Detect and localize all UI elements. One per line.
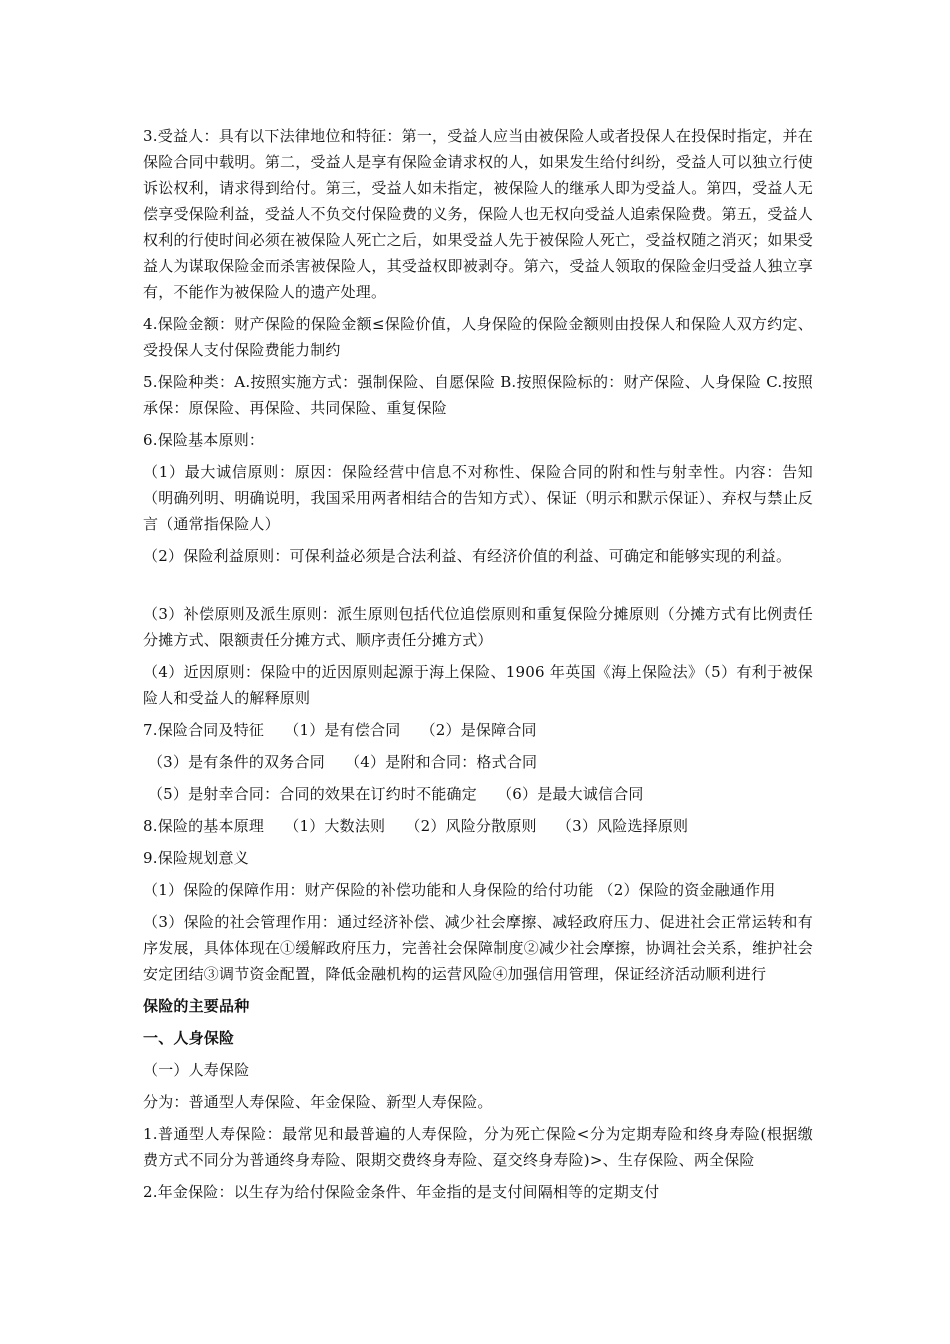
heading-main-products: 保险的主要品种 (143, 997, 250, 1015)
paragraph-utmost-good-faith: （1）最大诚信原则：原因：保险经营中信息不对称性、保险合同的附和性与射幸性。内容：告知（明确列明、明确说明，我国采用两者相结合的告知方式）、保证（明示和默示保证）、弃权与禁止反言（通常指保险人） (143, 463, 813, 533)
paragraph-planning-significance: 9.保险规划意义 (143, 849, 249, 867)
document-page (143, 123, 813, 1205)
paragraph-contract-features-1: 7.保险合同及特征 （1）是有偿合同 （2）是保障合同 (143, 721, 537, 739)
paragraph-sum-insured: 4.保险金额：财产保险的保险金额≤保险价值，人身保险的保险金额则由投保人和保险人双方约定、受投保人支付保险费能力制约 (143, 315, 813, 359)
paragraph-contract-features-3: （5）是射幸合同：合同的效果在订约时不能确定 （6）是最大诚信合同 (143, 785, 644, 803)
paragraph-basic-theory: 8.保险的基本原理 （1）大数法则 （2）风险分散原则 （3）风险选择原则 (143, 817, 689, 835)
paragraph-annuity: 2.年金保险：以生存为给付保险金条件、年金指的是支付间隔相等的定期支付 (143, 1183, 660, 1201)
paragraph-social-management-role: （3）保险的社会管理作用：通过经济补偿、减少社会摩擦、减轻政府压力、促进社会正常运转和有序发展，具体体现在①缓解政府压力，完善社会保障制度②减少社会摩擦，协调社会关系，维护社会安定团结③调节资金配置，降低金融机构的运营风险④加强信用管理，保证经济活动顺利进行 (143, 913, 813, 983)
paragraph-life-categories: 分为：普通型人寿保险、年金保险、新型人寿保险。 (143, 1093, 493, 1111)
heading-life-insurance: （一）人寿保险 (143, 1061, 250, 1079)
paragraph-protection-role: （1）保险的保障作用：财产保险的补偿功能和人身保险的给付功能 （2）保险的资金融通作用 (143, 881, 776, 899)
paragraph-insurable-interest: （2）保险利益原则：可保利益必须是合法利益、有经济价值的利益、可确定和能够实现的利益。 (143, 547, 792, 565)
heading-personal-insurance: 一、人身保险 (143, 1029, 235, 1047)
paragraph-beneficiary: 3.受益人：具有以下法律地位和特征：第一，受益人应当由被保险人或者投保人在投保时指定，并在保险合同中载明。第二，受益人是享有保险金请求权的人，如果发生给付纠纷，受益人可以独立行使诉讼权利，请求得到给付。第三，受益人如未指定，被保险人的继承人即为受益人。第四，受益人无偿享受保险利益，受益人不负交付保险费的义务，保险人也无权向受益人追索保险费。第五，受益人权利的行使时间必须在被保险人死亡之后，如果受益人先于被保险人死亡，受益权随之消灭；如果受益人为谋取保险金而杀害被保险人，其受益权即被剥夺。第六，受益人领取的保险金归受益人独立享有，不能作为被保险人的遗产处理。 (143, 127, 813, 301)
paragraph-indemnity: （3）补偿原则及派生原则：派生原则包括代位追偿原则和重复保险分摊原则（分摊方式有比例责任分摊方式、限额责任分摊方式、顺序责任分摊方式） (143, 605, 813, 649)
paragraph-ordinary-life: 1.普通型人寿保险：最常见和最普遍的人寿保险，分为死亡保险<分为定期寿险和终身寿险(根据缴费方式不同分为普通终身寿险、限期交费终身寿险、趸交终身寿险)>、生存保险、两全保险 (143, 1125, 813, 1169)
paragraph-basic-principles: 6.保险基本原则： (143, 431, 265, 449)
paragraph-proximate-cause: （4）近因原则：保险中的近因原则起源于海上保险、1906 年英国《海上保险法》（5）有利于被保险人和受益人的解释原则 (143, 663, 813, 707)
paragraph-insurance-types: 5.保险种类：A.按照实施方式：强制保险、自愿保险 B.按照保险标的：财产保险、人身保险 C.按照承保：原保险、再保险、共同保险、重复保险 (143, 373, 813, 417)
paragraph-contract-features-2: （3）是有条件的双务合同 （4）是附和合同：格式合同 (143, 753, 538, 771)
